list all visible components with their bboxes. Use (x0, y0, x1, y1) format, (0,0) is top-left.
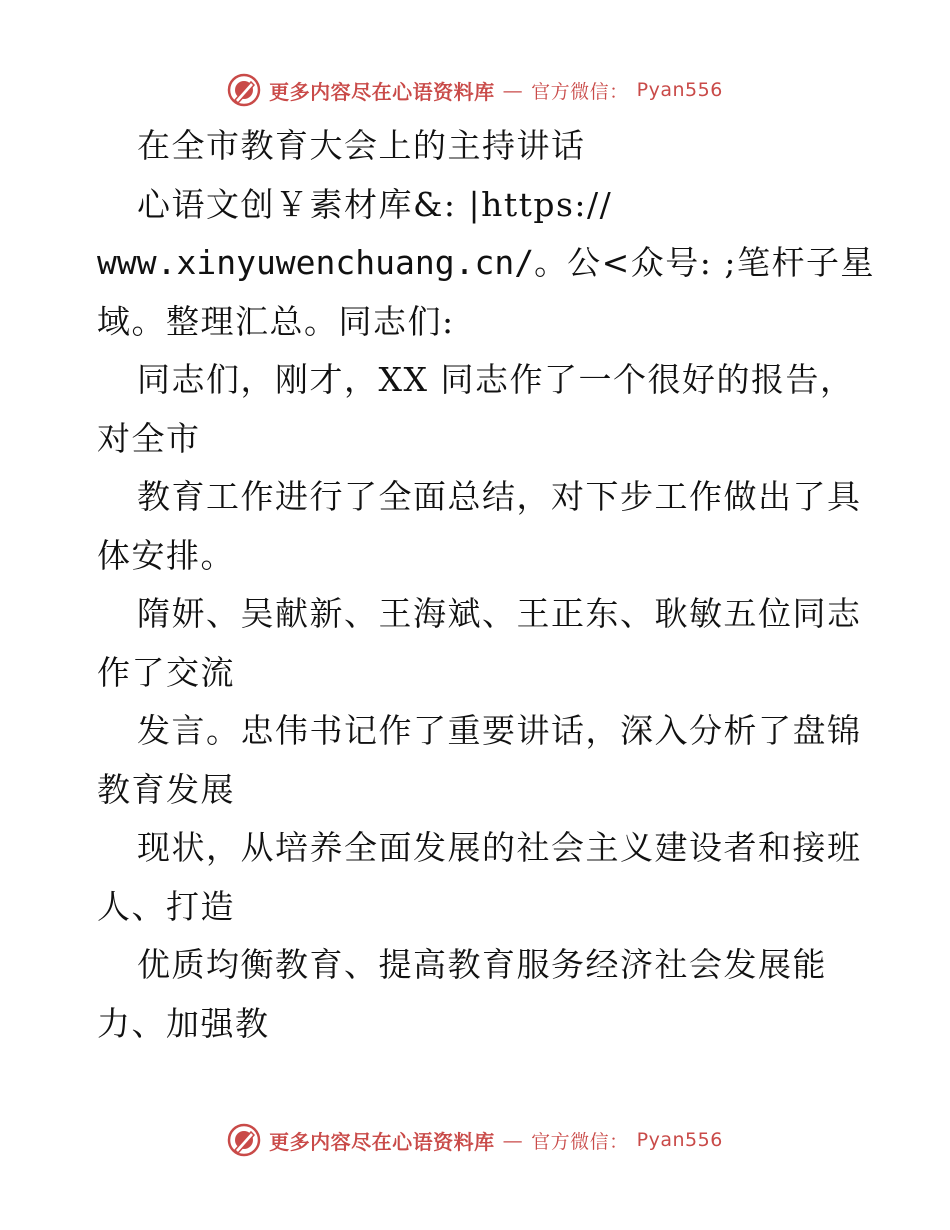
paragraph-line: 同志们，刚才，XX 同志作了一个很好的报告， (137, 360, 855, 399)
source-line-3: 域。整理汇总。同志们: (97, 301, 455, 341)
paragraph-line: 隋妍、吴献新、王海斌、王正东、耿敏五位同志 (137, 594, 862, 633)
pen-logo-icon (227, 1123, 261, 1157)
source-line-1 (97, 176, 857, 235)
header-banner (0, 70, 950, 110)
source-line-2 (97, 234, 875, 293)
pen-logo-icon (227, 73, 261, 107)
paragraph-line: 教育发展 (97, 769, 235, 809)
source-text-2: 公<众号: ;笔杆子星 (567, 243, 875, 282)
paragraph-line: 作了交流 (97, 652, 235, 692)
paragraph-line: 体安排。 (97, 535, 235, 575)
paragraph-line: 发言。忠伟书记作了重要讲话，深入分析了盘锦 (137, 711, 862, 750)
paragraph-line: 优质均衡教育、提高教育服务经济社会发展能 (137, 945, 827, 984)
banner-main-text: 更多内容尽在心语资料库 (269, 79, 495, 104)
banner-wechat-label: 官方微信： (531, 80, 629, 103)
banner-dash: — (502, 78, 524, 102)
paragraph-line: 对全市 (97, 418, 201, 458)
source-url: www.xinyuwenchuang.cn/。 (97, 243, 568, 282)
document-title: 在全市教育大会上的主持讲话 (137, 126, 586, 165)
banner-wechat-id: Pyan556 (636, 1129, 723, 1151)
document-body (97, 117, 875, 1053)
source-text-1: 心语文创￥素材库&: |https:// (137, 184, 613, 224)
banner-main-text: 更多内容尽在心语资料库 (269, 1129, 495, 1154)
banner-dash: — (502, 1128, 524, 1152)
footer-banner (0, 1120, 950, 1160)
paragraph-line: 人、打造 (97, 886, 235, 926)
paragraph-line: 力、加强教 (97, 1003, 270, 1043)
paragraph-line: 教育工作进行了全面总结，对下步工作做出了具 (137, 477, 862, 516)
banner-wechat-label: 官方微信： (531, 1130, 629, 1153)
banner-wechat-id: Pyan556 (636, 79, 723, 101)
paragraph-line: 现状，从培养全面发展的社会主义建设者和接班 (137, 828, 862, 867)
